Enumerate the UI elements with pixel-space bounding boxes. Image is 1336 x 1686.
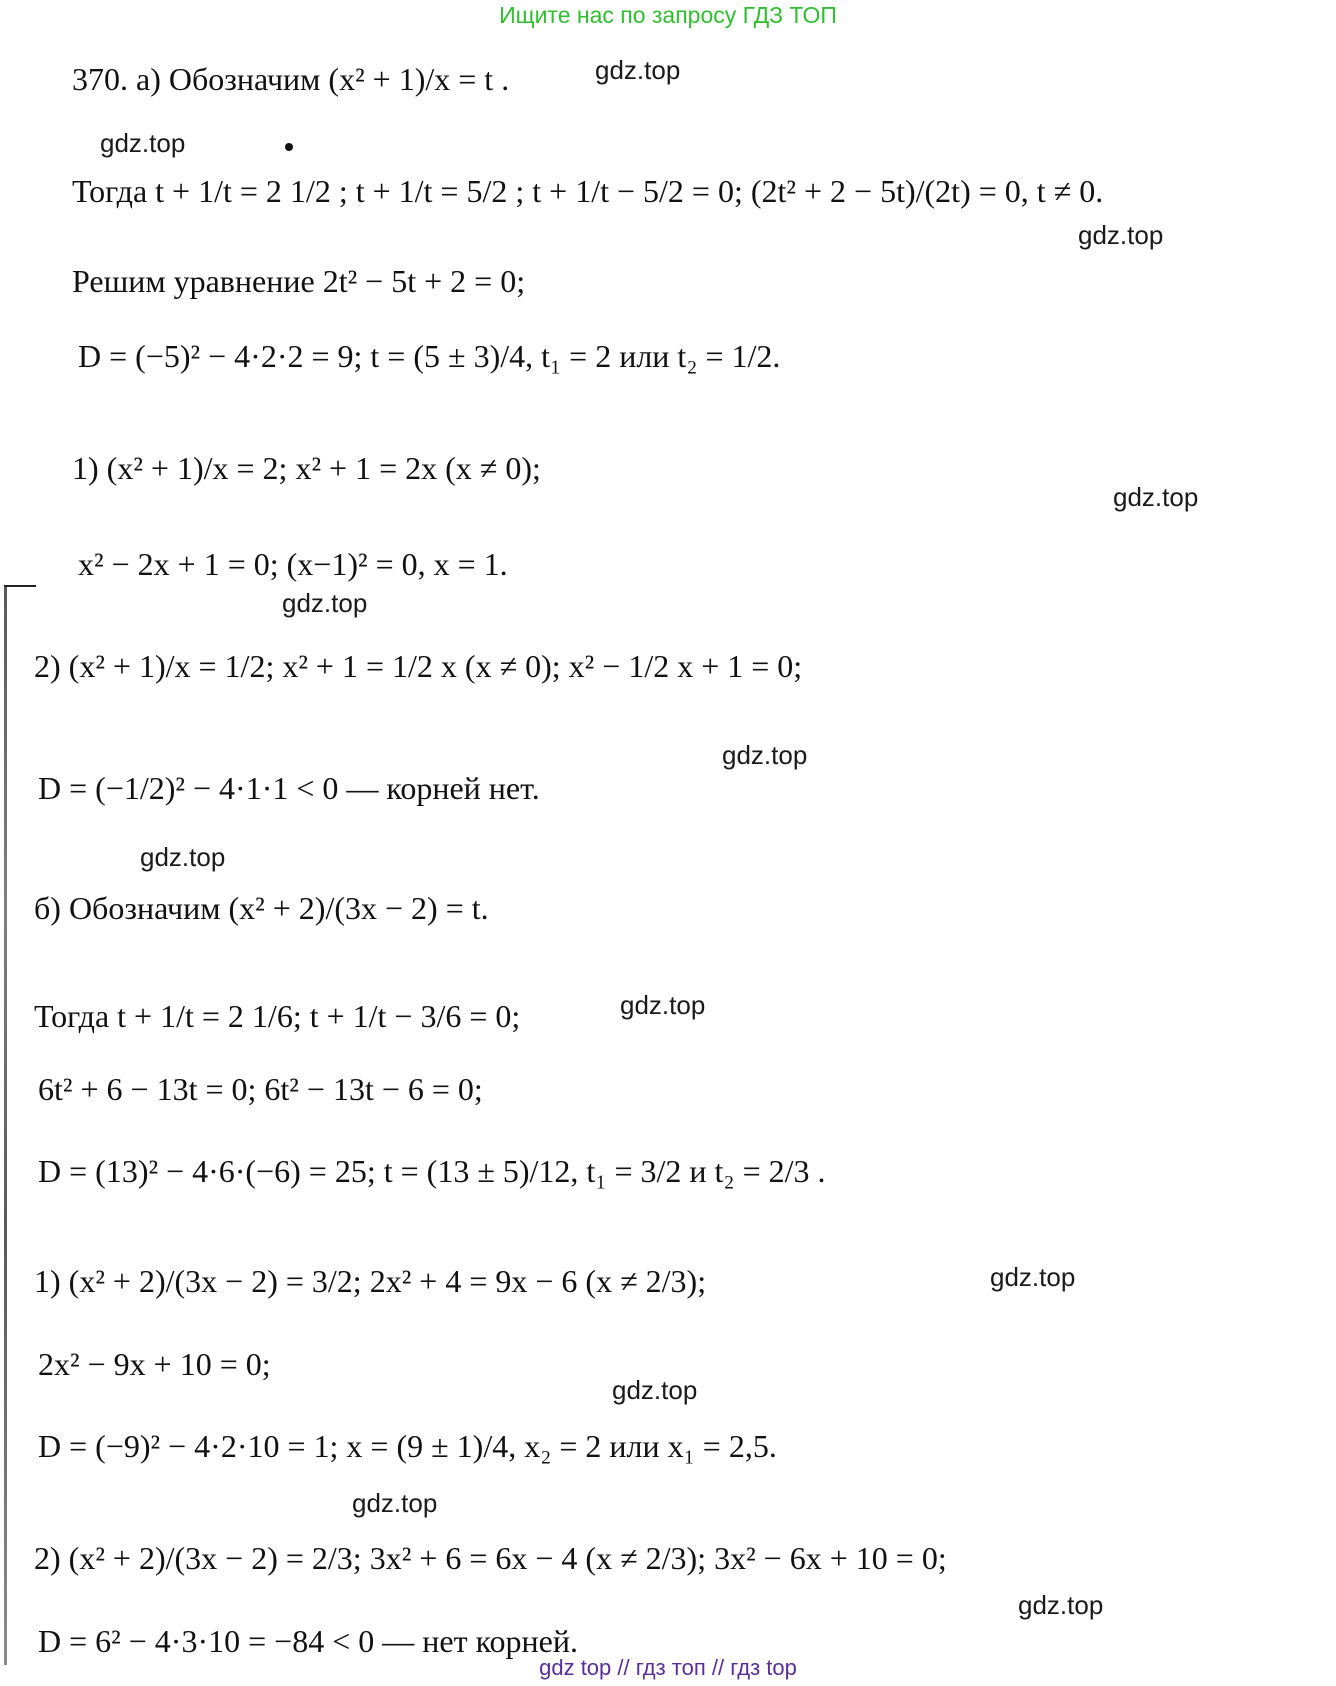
solution-line: 370. а) Обозначим (x² + 1)/x = t . bbox=[72, 61, 510, 97]
watermark: gdz.top bbox=[1018, 1590, 1104, 1620]
watermark: gdz.top bbox=[990, 1262, 1076, 1292]
watermark: gdz.top bbox=[100, 128, 186, 158]
solution-line: 1) (x² + 1)/x = 2; x² + 1 = 2x (x ≠ 0); bbox=[72, 450, 541, 486]
solution-line: 1) (x² + 2)/(3x − 2) = 3/2; 2x² + 4 = 9x − 6 (x ≠ 2/3); bbox=[34, 1263, 707, 1299]
solution-line: Решим уравнение 2t² − 5t + 2 = 0; bbox=[72, 263, 526, 299]
ink-dot bbox=[285, 143, 293, 151]
watermark: gdz.top bbox=[595, 55, 681, 85]
solution-line: б) Обозначим (x² + 2)/(3x − 2) = t. bbox=[34, 890, 489, 926]
solution-line: Тогда t + 1/t = 2 1/2 ; t + 1/t = 5/2 ; t + 1/t − 5/2 = 0; (2t² + 2 − 5t)/(2t) = 0, t ≠ 0. bbox=[72, 173, 1104, 209]
solution-line: 6t² + 6 − 13t = 0; 6t² − 13t − 6 = 0; bbox=[38, 1071, 483, 1107]
watermark: gdz.top bbox=[722, 740, 808, 770]
scan-edge-line bbox=[4, 585, 7, 1665]
bottom-banner[interactable]: gdz top // гдз топ // гдз top bbox=[539, 1655, 797, 1680]
solution-line: D = (−9)² − 4·2·10 = 1; x = (9 ± 1)/4, x₂ = 2 или x₁ = 2,5. bbox=[38, 1428, 777, 1464]
watermark: gdz.top bbox=[140, 842, 226, 872]
watermark: gdz.top bbox=[620, 990, 706, 1020]
scan-edge-corner bbox=[4, 585, 36, 587]
watermark: gdz.top bbox=[1113, 482, 1199, 512]
solution-line: 2) (x² + 1)/x = 1/2; x² + 1 = 1/2 x (x ≠ 0); x² − 1/2 x + 1 = 0; bbox=[34, 648, 803, 684]
top-banner[interactable]: Ищите нас по запросу ГДЗ ТОП bbox=[499, 2, 837, 28]
watermark: gdz.top bbox=[282, 588, 368, 618]
solution-line: D = (−5)² − 4·2·2 = 9; t = (5 ± 3)/4, t₁ = 2 или t₂ = 1/2. bbox=[78, 338, 781, 374]
solution-line: 2) (x² + 2)/(3x − 2) = 2/3; 3x² + 6 = 6x − 4 (x ≠ 2/3); 3x² − 6x + 10 = 0; bbox=[34, 1540, 947, 1576]
solution-line: D = 6² − 4·3·10 = −84 < 0 — нет корней. bbox=[38, 1623, 578, 1659]
solution-line: 2x² − 9x + 10 = 0; bbox=[38, 1346, 271, 1382]
solution-line: Тогда t + 1/t = 2 1/6; t + 1/t − 3/6 = 0; bbox=[34, 998, 521, 1034]
watermark: gdz.top bbox=[612, 1375, 698, 1405]
solution-line: D = (13)² − 4·6·(−6) = 25; t = (13 ± 5)/12, t₁ = 3/2 и t₂ = 2/3 . bbox=[38, 1153, 826, 1189]
watermark: gdz.top bbox=[1078, 220, 1164, 250]
solution-line: D = (−1/2)² − 4·1·1 < 0 — корней нет. bbox=[38, 770, 540, 806]
solution-line: x² − 2x + 1 = 0; (x−1)² = 0, x = 1. bbox=[78, 546, 508, 582]
watermark: gdz.top bbox=[352, 1488, 438, 1518]
